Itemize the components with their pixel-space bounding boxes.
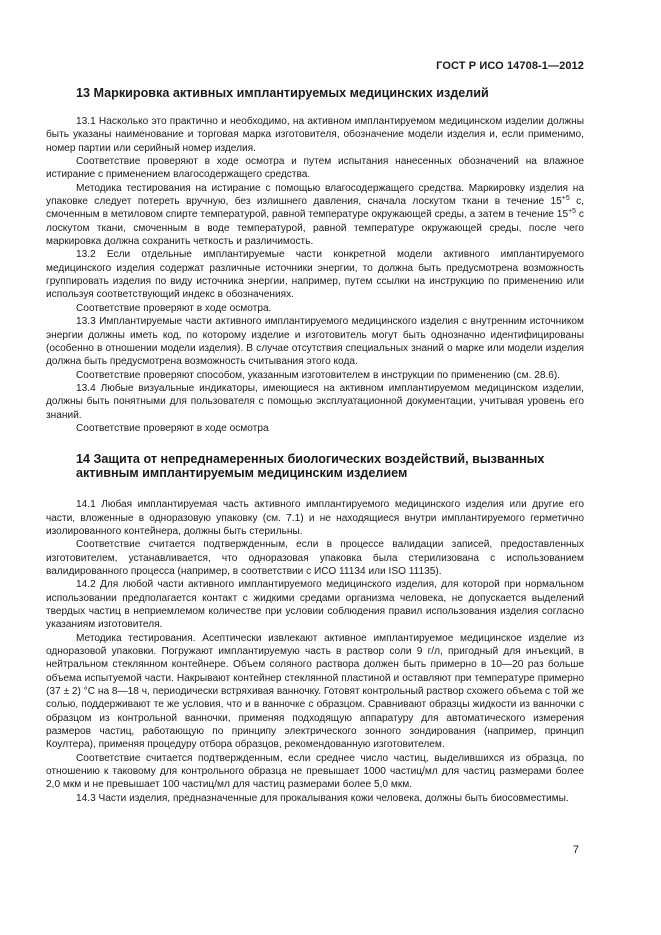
page-number: 7 — [572, 844, 579, 856]
paragraph-14-2-method: Методика тестирования. Асептически извлекают активное имплантируемое медицинское изделие из одноразовой упаковки. Погружают имплантируемую часть в раствор соли 9 г/л, пригодный для инъекций, в нейтральном стеклянном контейнере. Объем соляного раствора должен быть примерно в 10—20 раз больше объема испытуемой части. Накрывают контейнер стеклянной пластиной и оставляют при температуре примерно (37 ± 2) °С на 8—18 ч, периодически встряхивая ванночку. Готовят контрольный раствор схожего объема с той же солью, поддерживают те же условия, что и в ванночке с образцом. Сравнивают образцы жидкости из ванночки с образцом из контрольной ванночки, применяя подходящую аппаратуру для автоматического измерения размеров частиц, работающую по принципу электрического зонного зондирования (например, принцип Коултера), применяя процедуру отбора образцов, рекомендованную изготовителем. — [46, 632, 584, 751]
paragraph-14-2: 14.2 Для любой части активного имплантируемого медицинского изделия, для которой при нормальном использовании предполагается контакт с жидкими средами организма человека, не допускается выделений твердых частиц в неприемлемом количестве при условии соблюдения правил использования изделия согласно указаниям изготовителя. — [46, 579, 584, 631]
paragraph-13-1-compliance: Соответствие проверяют в ходе осмотра и путем испытания нанесенных обозначений на влажное истирание с применением влагосодержащего средства. — [46, 156, 584, 181]
tolerance-superscript: +5 — [568, 208, 577, 216]
paragraph-13-2-compliance: Соответствие проверяют в ходе осмотра. — [76, 302, 272, 314]
paragraph-14-1-compliance: Соответствие считается подтвержденным, если в процессе валидации записей, предоставленных изготовителем, устанавливается, что одноразовая упаковка была стерилизована с использованием валидированного процесса (например, в соответствии с ИСО 11134 или ISO 11135). — [46, 539, 584, 577]
document-code-header: ГОСТ Р ИСО 14708-1—2012 — [436, 60, 584, 72]
tolerance-superscript: +5 — [561, 195, 570, 203]
paragraph-13-1: 13.1 Насколько это практично и необходимо, на активном имплантируемом медицинском изделии должны быть указаны наименование и торговая марка изготовителя, обозначение модели изделия и, если применимо, номер партии или серийный номер изделия. — [46, 116, 584, 154]
paragraph-14-1: 14.1 Любая имплантируемая часть активного имплантируемого медицинского изделия или другие его части, вложенные в одноразовую упаковку (см. 7.1) и не находящиеся внутри имплантируемого герметично изолированного контейнера, должны быть стерильны. — [46, 499, 584, 537]
paragraph-14-2-compliance: Соответствие считается подтвержденным, если среднее число частиц, выделившихся из образца, по отношению к таковому для контрольного образца не превышает 1000 частиц/мл для частиц размерами более 2,0 мкм и не превышает 100 частиц/мл для частиц размерами более 5,0 мкм. — [46, 752, 584, 791]
paragraph-13-3-compliance: Соответствие проверяют способом, указанным изготовителем в инструкции по применению (см. 28.6). — [76, 369, 561, 381]
method-text-c: с лоскутом ткани, смоченным в воде температурой, равной температуре окружающей среды, после чего маркировка должна сохранить четкость и различимость. — [46, 209, 584, 248]
page-content — [46, 86, 584, 805]
paragraph-13-4-compliance: Соответствие проверяют в ходе осмотра — [76, 422, 269, 434]
section-13-heading: 13 Маркировка активных имплантируемых медицинских изделий — [76, 86, 489, 100]
paragraph-13-3: 13.3 Имплантируемые части активного имплантируемого медицинского изделия с внутренним источником энергии должны иметь код, по которому изделие и изготовитель могут быть однозначно идентифицированы (особенно в отношении модели изделия). В случае отсутствия специальных знаний о марке или модели изделия должна быть предусмотрена возможность считывания этого кода. — [46, 316, 584, 368]
method-text-a: Методика тестирования на истирание с помощью влагосодержащего средства. Маркировку изделия на упаковке следует потереть вручную, без излишнего давления, сначала лоскутом ткани в течение 15 — [46, 182, 584, 208]
section-14-heading-line1: 14 Защита от непреднамеренных биологических воздействий, вызванных — [76, 452, 545, 467]
section-14-heading — [46, 452, 584, 480]
method-text-b: с, смоченным в метиловом спирте температурой, равной температуре окружающей среды, а затем в течение 15 — [46, 196, 584, 221]
paragraph-13-1-method — [46, 182, 584, 249]
paragraph-13-2: 13.2 Если отдельные имплантируемые части конкретной модели активного имплантируемого медицинского изделия содержат различные источники энергии, то должна быть предусмотрена возможность группировать изделия по виду источника энергии, например, путем ссылки на инструкцию по применению или используя соответствующий индекс в обозначениях. — [46, 249, 584, 301]
paragraph-13-4: 13.4 Любые визуальные индикаторы, имеющиеся на активном имплантируемом медицинском изделии, должны быть понятными для пользователя с помощью эксплуатационной документации, учитывая уровень его знаний. — [46, 382, 584, 421]
section-14-heading-line2: активным имплантируемым медицинским изделием — [76, 466, 408, 481]
paragraph-14-3: 14.3 Части изделия, предназначенные для прокалывания кожи человека, должны быть биосовместимы. — [76, 792, 569, 804]
